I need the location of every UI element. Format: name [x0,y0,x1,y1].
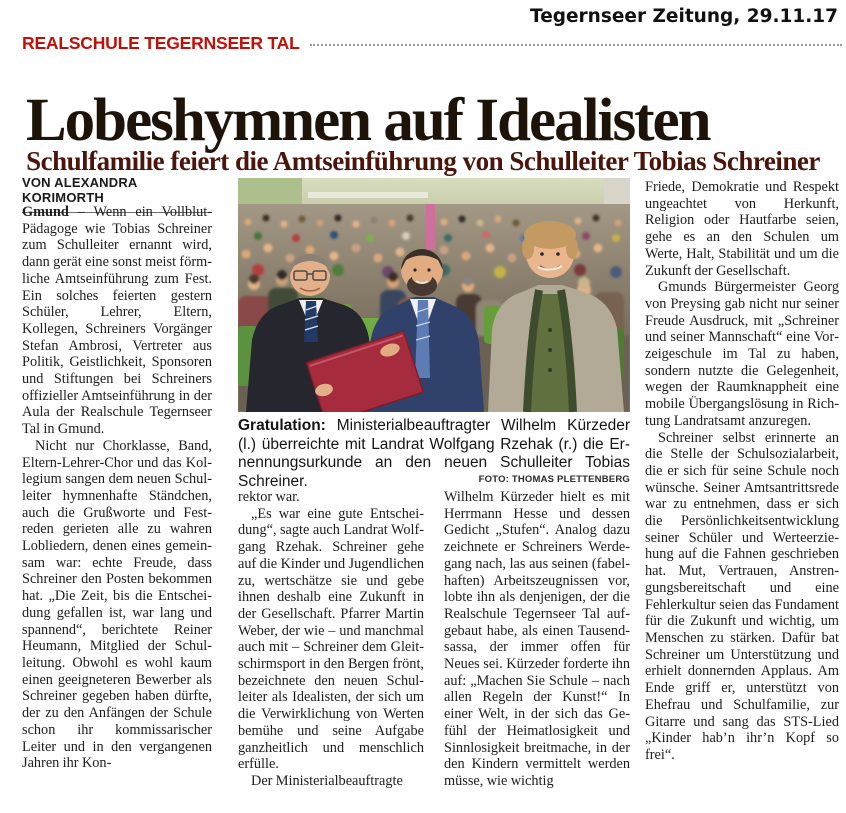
article-column-1 [22,204,212,810]
paragraph: Friede, Demokratie und Respekt ungeachtet von Herkunft, Religion oder Hautfarbe seien, gehe es an den Schulen um Werte, Halt, Stabilität und um die Zukunft der Gesellschaft. [645,179,839,279]
kicker-row [22,33,842,54]
paragraph: Gmunds Bürgermeister Georg von Preysing gab nicht nur seiner Freude Ausdruck, mit „Schreiner und seiner Mannschaft“ eine Vorzeigeschule im Tal zu haben, sondern nutzte die Gelegenheit, wegen der Raumknappheit eine mobile Übergangslösung in Richtung Landratsamt anzuregen. [645,279,839,429]
paragraph: Nicht nur Chorklasse, Band, Eltern-Lehrer-Chor und das Kollegium sangen dem neuen Schulleiter hymnenhafte Ständchen, auch die Grußworte und Festreden gerieten alle zu wahren Lobliedern, denen eines gemeinsam war: echte Freude, dass Schreiner den Posten bekommen hat. „Die Zeit, bis die Entscheidung gefallen ist, war lang und spannend“, berichtete Reiner Heumann, Mitglied der Schulleitung. Obwohl es wohl kaum einen geeigneteren Bewerber als Schreiner gegeben haben dürfte, der zu den Anfängen der Schule schon ihr kommissarischer Leiter und in den vergangenen Jahren ihr Kon- [22,437,212,772]
pink-banner [426,204,435,250]
photo-caption [238,417,630,491]
caption-text: Ministerialbeauftragter Wilhelm Kürzeder (l.) überreichte mit Landrat Wolfgang Rzehak (r.) die Ernennungsurkunde an den neuen Schulleiter Tobias Schreiner. [238,417,630,490]
article-column-4 [645,179,839,811]
paragraph: Der Ministerialbeauftragte [251,772,403,789]
caption-lead: Gratulation: [238,417,326,434]
paragraph: rektor war. [238,489,300,505]
article-column-2 [238,489,424,811]
subheadline: Schulfamilie feiert die Amtseinführung von Schulleiter Tobias Schreiner [26,146,820,177]
paragraph: „Es war eine gute Entscheidung“, sagte auch Landrat Wolfgang Rzehak. Schreiner gehe auf die Kinder und Jugendlichen zu, wertschätze sie und gebe ihnen deshalb eine Zukunft in der Gesellschaft. Pfarrer Martin Weber, der wie – und manchmal auch mit – Schreiner dem Gleitschirmsport in den Bergen frönt, bezeichnete den neuen Schulleiter als Idealisten, der sich um die Verwirklichung von Werten bemühe und seine Aufgabe ganzheitlich und menschlich erfülle. [238,505,424,773]
byline: VON ALEXANDRA KORIMORTH [22,175,212,213]
masthead-date: Tegernseer Zeitung, 29.11.17 [530,6,838,27]
photo-credit: FOTO: THOMAS PLETTENBERG [478,473,630,485]
paragraph: Wilhelm Kürzeder hielt es mit Herrmann Hesse und dessen Gedicht „Stufen“. Analog dazu zeichnete er Schreiners Werdegang nach, las aus seinen (fabelhaften) Arbeitszeugnissen vor, lobte ihn als denjenigen, der die Realschule Tegernseer Tal aufgebaut habe, als einen Tausendsassa, der immer offen für Neues sei. Kürzeder forderte ihn auf: „Machen Sie Schule – nach allen Regeln der Kunst!“ In einer Welt, in der sich das Gefühl der Heimatlosigkeit und Sinnlosigkeit breitmache, in der den Kindern vermittelt werden müsse, wie wichtig [444,489,630,789]
headline: Lobeshymnen auf Idealisten [26,86,710,154]
photo-illustration [238,178,630,412]
paragraph: Schreiner selbst erinnerte an die Stelle der Schulsozialarbeit, die er sich für seine Schule noch wünsche. Seiner Amtsantrittsrede war zu entnehmen, dass er sich die Persönlichkeitsentwicklung seiner Schüler und Werteerziehung auf die Fahnen geschrieben hat. Mut, Vertrauen, Anstrengungsbereitschaft und eine Fehlerkultur seien das Fundament für die Zukunft und wichtig, um Menschen zu stärken. Dafür bat Schreiner um Unterstützung und erhielt donnernden Applaus. Am Ende griff er, unterstützt von Ehefrau und Schulfamilie, zur Gitarre und sang das STS-Lied „Kinder hab’n ihr’n Kopf so frei“. [645,429,839,763]
article-column-3 [444,489,630,811]
kicker-dotted-rule [310,44,842,46]
article-photo [238,178,630,412]
paragraph: Gmund – Wenn ein Vollblut-Pädagoge wie Tobias Schreiner zum Schulleiter ernannt wird, dann gerät eine sonst meist förmliche Amtseinführung zum Fest. Ein solches feierten gestern Schüler, Lehrer, Eltern, Kollegen, Schreiners Vorgänger Stefan Ambrosi, Vertreter aus Politik, Geistlichkeit, Sponsoren und Stiftungen bei Schreiners offizieller Amtseinführung in der Aula der Realschule Tegernseer Tal in Gmund. [22,204,212,438]
kicker: REALSCHULE TEGERNSEER TAL [22,33,300,53]
dateline-lead: Gmund [22,204,69,220]
